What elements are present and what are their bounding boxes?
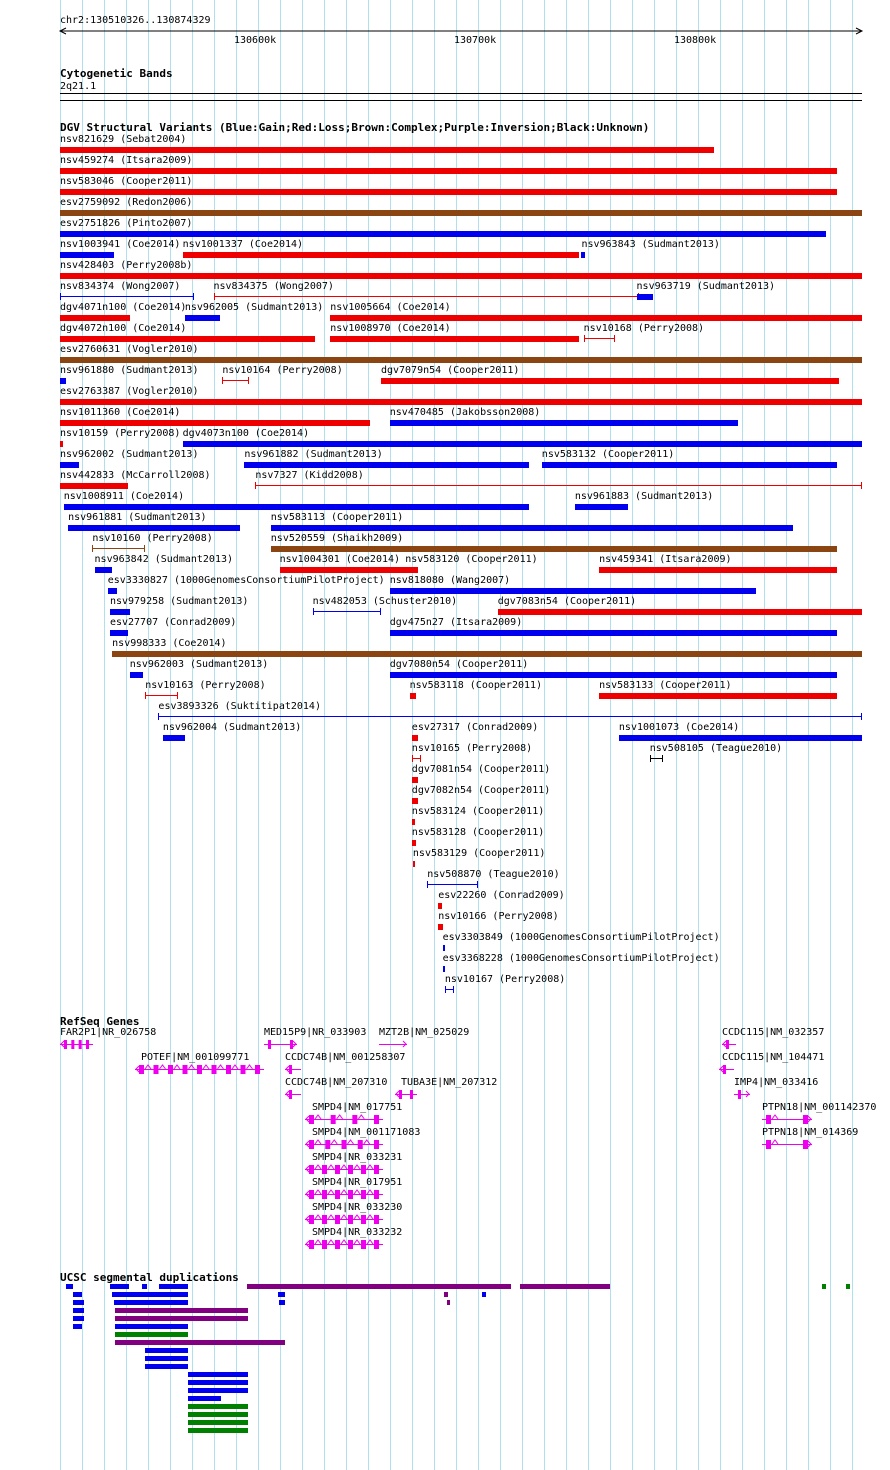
variant-label: nsv520559 (Shaikh2009) [270,533,404,544]
variant-label: nsv10163 (Perry2008) [145,680,266,691]
segdup-feature[interactable] [188,1388,248,1393]
variant-label: nsv583046 (Cooper2011) [60,176,193,187]
variant-feature[interactable] [412,840,416,846]
variant-feature[interactable] [145,692,178,699]
cytoband-track-title: Cytogenetic Bands [60,67,173,80]
variant-label: esv3303849 (1000GenomesConsortiumPilotProject) [442,932,720,943]
variant-label: nsv470485 (Jakobsson2008) [389,407,541,418]
variant-feature[interactable] [599,567,837,573]
variant-feature[interactable] [183,441,862,447]
variant-feature[interactable] [95,567,113,573]
variant-feature[interactable] [445,986,454,993]
segdup-feature[interactable] [145,1348,188,1353]
variant-label: nsv10159 (Perry2008) [60,428,181,439]
variant-label: esv27317 (Conrad2009) [411,722,539,733]
variant-label: nsv10167 (Perry2008) [444,974,566,985]
segdup-feature[interactable] [188,1420,248,1425]
gene-label: CCDC74B|NM_207310 [285,1077,388,1088]
variant-feature[interactable] [158,713,862,720]
variant-feature[interactable] [390,630,837,636]
variant-feature[interactable] [92,545,145,552]
segdup-feature[interactable] [188,1412,248,1417]
variant-feature[interactable] [637,294,654,300]
segdup-feature[interactable] [145,1356,188,1361]
gene-label: FAR2P1|NR_026758 [60,1027,157,1038]
variant-label: dgv4073n100 (Coe2014) [182,428,310,439]
variant-feature[interactable] [271,525,793,531]
variant-label: nsv962004 (Sudmant2013) [162,722,302,733]
segdup-feature[interactable] [115,1308,248,1313]
variant-label: nsv1004301 (Coe2014) [279,554,401,565]
segdup-feature[interactable] [115,1316,248,1321]
variant-feature[interactable] [60,357,862,363]
variant-feature[interactable] [405,567,418,573]
segdup-feature[interactable] [142,1284,147,1289]
gene-label: SMPD4|NR_033232 [312,1227,403,1238]
variant-feature[interactable] [443,945,445,951]
variant-label: nsv508870 (Teague2010) [427,869,560,880]
variant-label: dgv7083n54 (Cooper2011) [497,596,637,607]
refseq-track-title: RefSeq Genes [60,1015,140,1028]
gene-label: TUBA3E|NM_207312 [401,1077,498,1088]
variant-feature[interactable] [599,693,837,699]
variant-label: esv22260 (Conrad2009) [438,890,565,901]
variant-feature[interactable] [412,819,415,825]
variant-feature[interactable] [330,336,579,342]
variant-label: nsv583124 (Cooper2011) [411,806,545,817]
variant-feature[interactable] [438,903,441,909]
variant-label: dgv4072n100 (Coe2014) [60,323,187,334]
variant-feature[interactable] [575,504,628,510]
variant-feature[interactable] [214,293,639,300]
variant-label: nsv821629 (Sebat2004) [60,134,187,145]
variant-label: nsv459274 (Itsara2009) [60,155,193,166]
segdup-feature[interactable] [188,1372,248,1377]
variant-label: dgv7082n54 (Cooper2011) [411,785,551,796]
ruler-tick-label: 130800k [674,35,717,46]
variant-label: nsv961883 (Sudmant2013) [574,491,714,502]
variant-label: nsv1011360 (Coe2014) [60,407,181,418]
variant-label: nsv583118 (Cooper2011) [409,680,543,691]
variant-label: nsv428403 (Perry2008b) [60,260,193,271]
variant-label: nsv963842 (Sudmant2013) [94,554,234,565]
variant-feature[interactable] [390,672,837,678]
gene-label: MZT2B|NM_025029 [379,1027,470,1038]
segdup-feature[interactable] [115,1332,188,1337]
variant-feature[interactable] [60,399,862,405]
variant-feature[interactable] [163,735,185,741]
gene-label: SMPD4|NR_017951 [312,1177,403,1188]
variant-label: esv27707 (Conrad2009) [109,617,237,628]
variant-label: nsv459341 (Itsara2009) [599,554,732,565]
segdup-feature[interactable] [482,1292,486,1297]
variant-label: dgv7079n54 (Cooper2011) [380,365,520,376]
segdup-feature[interactable] [247,1284,511,1289]
variant-label: nsv1001073 (Coe2014) [618,722,740,733]
segdup-feature[interactable] [188,1396,221,1401]
variant-feature[interactable] [271,546,837,552]
gene-model[interactable] [135,1065,264,1074]
variant-feature[interactable] [60,315,130,321]
variant-label: nsv834374 (Wong2007) [60,281,181,292]
variant-feature[interactable] [330,315,862,321]
variant-label: nsv7327 (Kidd2008) [255,470,364,481]
variant-feature[interactable] [412,755,421,762]
variant-label: nsv10160 (Perry2008) [92,533,213,544]
variant-feature[interactable] [112,651,862,657]
variant-label: esv3893326 (Suktitipat2014) [158,701,321,712]
variant-label: dgv475n27 (Itsara2009) [389,617,523,628]
variant-label: esv2751826 (Pinto2007) [60,218,193,229]
variant-feature[interactable] [185,315,220,321]
variant-feature[interactable] [64,504,529,510]
segdup-feature[interactable] [520,1284,610,1289]
segdup-feature[interactable] [73,1316,84,1321]
segdup-feature[interactable] [115,1340,285,1345]
variant-label: nsv583120 (Cooper2011) [405,554,538,565]
cytoband-bar-top[interactable] [60,93,862,94]
ruler-tick-label: 130600k [234,35,277,46]
variant-feature[interactable] [410,693,417,699]
variant-feature[interactable] [427,881,478,888]
variant-feature[interactable] [60,210,862,216]
variant-feature[interactable] [60,483,128,489]
variant-feature[interactable] [390,588,756,594]
variant-feature[interactable] [438,924,442,930]
gene-label: SMPD4|NM_001171083 [312,1127,421,1138]
variant-label: nsv10166 (Perry2008) [438,911,559,922]
segdup-feature[interactable] [188,1404,248,1409]
gene-label: SMPD4|NM_017751 [312,1102,403,1113]
variant-label: nsv834375 (Wong2007) [213,281,334,292]
variant-feature[interactable] [60,231,826,237]
variant-feature[interactable] [498,609,862,615]
segdup-feature[interactable] [145,1364,188,1369]
variant-feature[interactable] [650,755,663,762]
variant-feature[interactable] [222,377,248,384]
ruler[interactable] [0,0,890,50]
variant-label: nsv583132 (Cooper2011) [541,449,675,460]
segdup-feature[interactable] [278,1292,285,1297]
variant-label: esv2760631 (Vogler2010) [60,344,199,355]
segdup-track-title: UCSC segmental duplications [60,1271,239,1284]
variant-label: nsv1008911 (Coe2014) [63,491,185,502]
variant-feature[interactable] [255,482,862,489]
variant-feature[interactable] [68,525,240,531]
segdup-feature[interactable] [73,1300,84,1305]
dgv-track-title: DGV Structural Variants (Blue:Gain;Red:Loss;Brown:Complex;Purple:Inversion;Black:Unknown) [60,121,650,134]
variant-feature[interactable] [60,462,79,468]
variant-feature[interactable] [110,609,130,615]
variant-feature[interactable] [130,672,143,678]
variant-feature[interactable] [244,462,528,468]
variant-label: esv2759092 (Redon2006) [60,197,193,208]
segdup-feature[interactable] [188,1380,248,1385]
variant-label: esv2763387 (Vogler2010) [60,386,199,397]
variant-label: nsv961880 (Sudmant2013) [60,365,199,376]
cytoband-label: 2q21.1 [60,81,97,92]
position-label: chr2:130510326..130874329 [60,15,211,26]
variant-feature[interactable] [412,798,419,804]
variant-feature[interactable] [108,588,117,594]
variant-feature[interactable] [280,567,406,573]
variant-label: dgv4071n100 (Coe2014) [60,302,187,313]
variant-feature[interactable] [390,420,738,426]
variant-feature[interactable] [60,293,194,300]
variant-feature[interactable] [581,252,584,258]
variant-label: esv3330827 (1000GenomesConsortiumPilotProject) [107,575,385,586]
segdup-feature[interactable] [73,1292,82,1297]
gene-label: MED15P9|NR_033903 [264,1027,367,1038]
variant-label: nsv998333 (Coe2014) [112,638,227,649]
variant-feature[interactable] [60,378,66,384]
variant-feature[interactable] [183,252,580,258]
variant-feature[interactable] [60,336,315,342]
gene-label: SMPD4|NR_033230 [312,1202,403,1213]
gene-label: PTPN18|NM_014369 [762,1127,859,1138]
variant-label: nsv818080 (Wang2007) [389,575,511,586]
segdup-feature[interactable] [73,1308,84,1313]
segdup-feature[interactable] [110,1284,129,1289]
variant-feature[interactable] [60,147,714,153]
segdup-feature[interactable] [115,1324,188,1329]
variant-feature[interactable] [381,378,839,384]
variant-feature[interactable] [313,608,381,615]
segdup-feature[interactable] [66,1284,73,1289]
segdup-feature[interactable] [822,1284,826,1289]
segdup-feature[interactable] [447,1300,450,1305]
variant-label: nsv1005664 (Coe2014) [330,302,451,313]
gene-label: CCDC115|NM_104471 [722,1052,825,1063]
variant-label: nsv10168 (Perry2008) [583,323,705,334]
variant-label: nsv583133 (Cooper2011) [599,680,732,691]
variant-label: nsv508105 (Teague2010) [649,743,783,754]
variant-feature[interactable] [443,966,445,972]
gene-label: PTPN18|NM_001142370 [762,1102,877,1113]
variant-label: nsv961881 (Sudmant2013) [68,512,207,523]
variant-feature[interactable] [542,462,837,468]
variant-feature[interactable] [413,861,415,867]
variant-label: nsv962002 (Sudmant2013) [60,449,199,460]
segdup-feature[interactable] [188,1428,248,1433]
variant-feature[interactable] [60,252,114,258]
variant-feature[interactable] [412,735,419,741]
variant-feature[interactable] [110,630,128,636]
variant-label: nsv963719 (Sudmant2013) [636,281,776,292]
ruler-tick-label: 130700k [454,35,497,46]
segdup-feature[interactable] [846,1284,850,1289]
variant-feature[interactable] [60,420,370,426]
segdup-feature[interactable] [112,1292,188,1297]
cytoband-bar-bottom [60,100,862,101]
variant-label: nsv583128 (Cooper2011) [411,827,545,838]
gene-label: CCDC74B|NM_001258307 [285,1052,406,1063]
variant-label: nsv1001337 (Coe2014) [182,239,304,250]
gene-label: SMPD4|NR_033231 [312,1152,403,1163]
variant-feature[interactable] [60,189,837,195]
variant-label: nsv1003941 (Coe2014) [60,239,181,250]
variant-label: nsv10164 (Perry2008) [222,365,343,376]
variant-label: nsv10165 (Perry2008) [411,743,533,754]
segdup-feature[interactable] [159,1284,188,1289]
gene-label: POTEF|NM_001099771 [141,1052,250,1063]
variant-label: nsv583113 (Cooper2011) [270,512,404,523]
variant-label: nsv962003 (Sudmant2013) [129,659,269,670]
variant-label: dgv7080n54 (Cooper2011) [389,659,529,670]
segdup-feature[interactable] [279,1300,285,1305]
variant-label: nsv583129 (Cooper2011) [412,848,546,859]
variant-feature[interactable] [60,273,862,279]
variant-label: nsv1008970 (Coe2014) [330,323,451,334]
segdup-feature[interactable] [444,1292,448,1297]
variant-label: nsv482053 (Schuster2010) [312,596,458,607]
gene-label: CCDC115|NM_032357 [722,1027,825,1038]
variant-label: nsv962005 (Sudmant2013) [184,302,324,313]
variant-feature[interactable] [412,777,419,783]
variant-feature[interactable] [60,441,63,447]
segdup-feature[interactable] [73,1324,82,1329]
variant-feature[interactable] [60,168,837,174]
segdup-feature[interactable] [114,1300,188,1305]
gene-label: IMP4|NM_033416 [734,1077,819,1088]
variant-feature[interactable] [584,335,615,342]
variant-label: nsv961882 (Sudmant2013) [244,449,383,460]
variant-feature[interactable] [619,735,862,741]
variant-label: dgv7081n54 (Cooper2011) [411,764,551,775]
variant-label: nsv963843 (Sudmant2013) [581,239,720,250]
variant-label: esv3368228 (1000GenomesConsortiumPilotProject) [442,953,720,964]
variant-label: nsv442833 (McCarroll2008) [60,470,211,481]
variant-label: nsv979258 (Sudmant2013) [109,596,249,607]
